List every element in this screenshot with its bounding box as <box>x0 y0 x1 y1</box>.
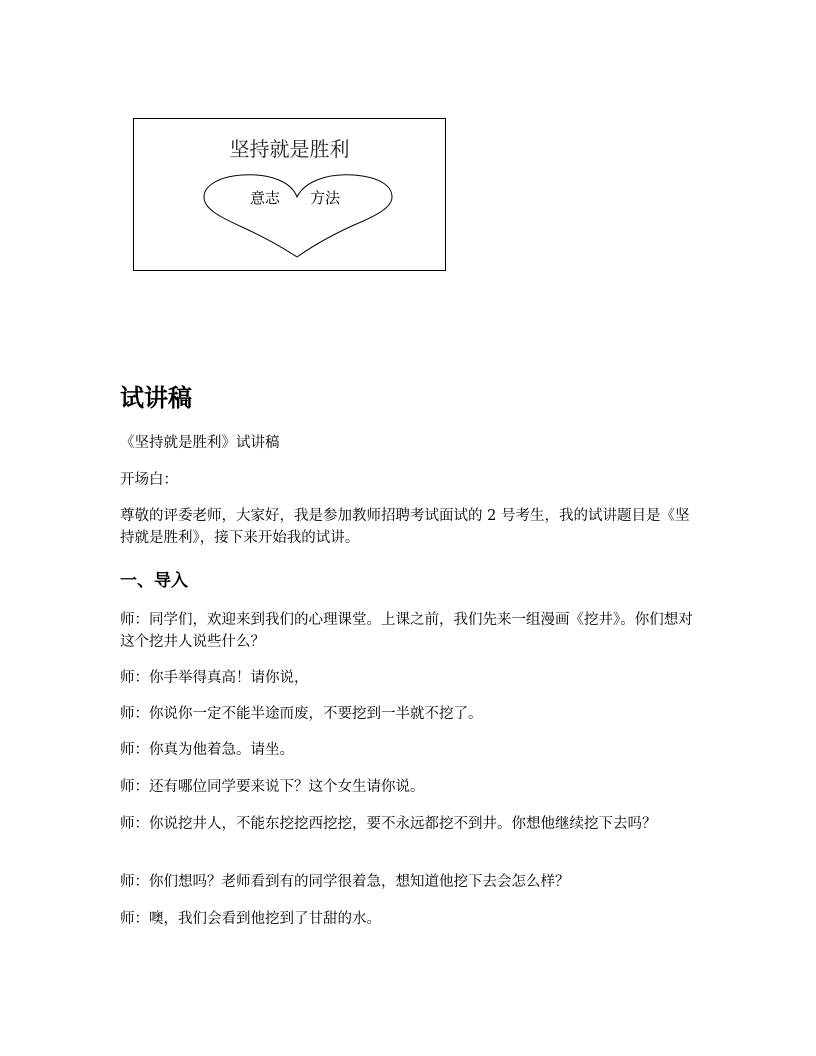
paragraph: 尊敬的评委老师，大家好，我是参加教师招聘考试面试的 2 号考生，我的试讲题目是《坚持就是胜利》，接下来开始我的试讲。 <box>120 508 690 546</box>
paragraph: 开场白： <box>120 472 178 488</box>
paragraph: 师：你们想吗？老师看到有的同学很着急，想知道他挖下去会怎么样？ <box>120 874 570 890</box>
diagram-title: 坚持就是胜利 <box>229 137 350 161</box>
paragraph: 师：噢，我们会看到他挖到了甘甜的水。 <box>120 911 381 927</box>
page-title: 试讲稿 <box>120 384 192 412</box>
diagram-box <box>133 118 446 271</box>
heart-label-will: 意志 <box>250 189 281 207</box>
paragraph: 师：还有哪位同学要来说下？这个女生请你说。 <box>120 779 425 795</box>
paragraph: 师：你说挖井人，不能东挖挖西挖挖，要不永远都挖不到井。你想他继续挖下去吗？ <box>120 816 657 832</box>
heart-shape <box>202 169 394 259</box>
paragraph: 师：你真为他着急。请坐。 <box>120 742 294 758</box>
paragraph: 师：你手举得真高！请你说， <box>120 670 309 686</box>
paragraph: 师：你说你一定不能半途而废，不要挖到一半就不挖了。 <box>120 706 483 722</box>
heart-label-method: 方法 <box>310 189 341 207</box>
paragraph: 师：同学们，欢迎来到我们的心理课堂。上课之前，我们先来一组漫画《挖井》。你们想对这个挖井人说些什么？ <box>120 612 693 650</box>
doc-subtitle: 《坚持就是胜利》试讲稿 <box>120 435 280 451</box>
section-heading: 一、导入 <box>120 571 188 591</box>
